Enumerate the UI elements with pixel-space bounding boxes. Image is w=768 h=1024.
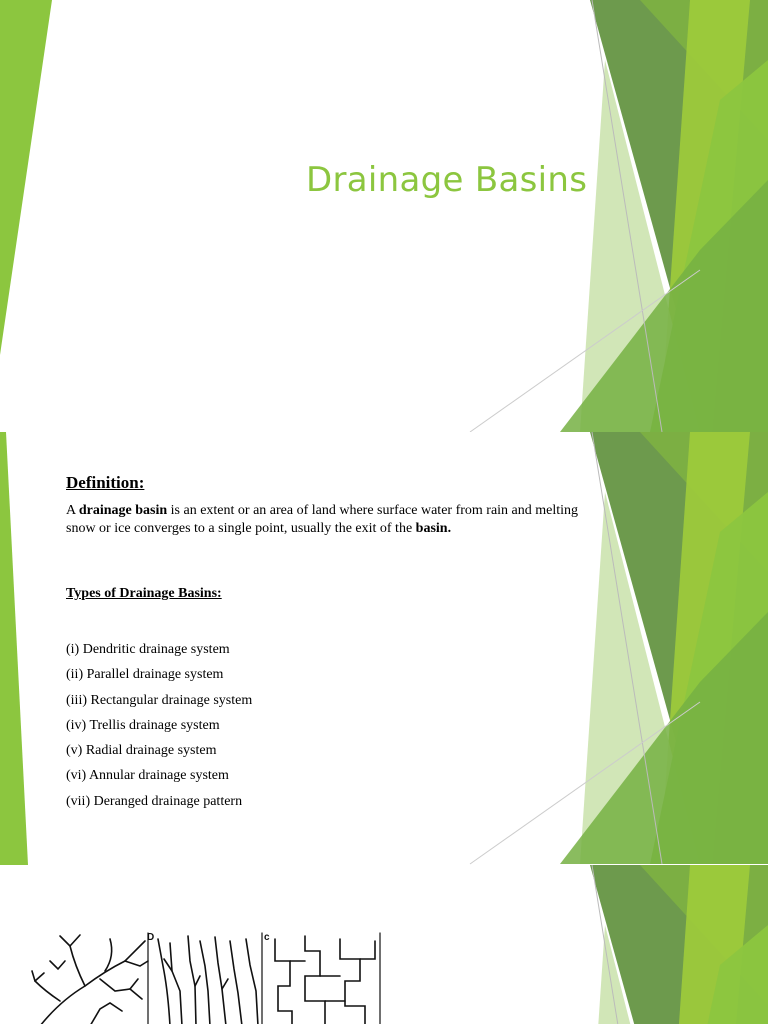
definition-end-term: basin.	[415, 521, 452, 536]
definition-slide	[0, 432, 768, 865]
diagram-label: c	[264, 932, 270, 943]
list-item: (iii) Rectangular drainage system	[66, 692, 253, 708]
drainage-patterns-diagram	[30, 931, 386, 1024]
title-slide	[0, 0, 768, 432]
slide-title: Drainage Basins	[306, 160, 588, 200]
list-item: (vii) Deranged drainage pattern	[66, 793, 243, 809]
definition-body: is an extent or an area of land where surface water from rain and melting snow or ice converges to a single point, usually the exit of the	[66, 503, 579, 536]
definition-term: drainage basin	[78, 503, 168, 518]
diagram-label: D	[147, 932, 155, 943]
parallel-pattern	[158, 936, 258, 1024]
list-item: (iv) Trellis drainage system	[66, 717, 220, 733]
list-item: (i) Dendritic drainage system	[66, 642, 230, 657]
rectangular-pattern	[275, 936, 375, 1024]
list-item: (ii) Parallel drainage system	[66, 667, 224, 683]
definition-article: A	[66, 503, 76, 518]
definition-paragraph	[66, 502, 586, 538]
definition-heading: Definition:	[66, 473, 145, 492]
types-list	[66, 637, 252, 814]
diagram-slide	[0, 865, 768, 1024]
dendritic-pattern	[32, 935, 148, 1024]
green-triangle-decoration	[0, 0, 768, 432]
list-item: (v) Radial drainage system	[66, 743, 217, 759]
list-item: (vi) Annular drainage system	[66, 768, 229, 784]
types-heading: Types of Drainage Basins:	[66, 586, 222, 601]
